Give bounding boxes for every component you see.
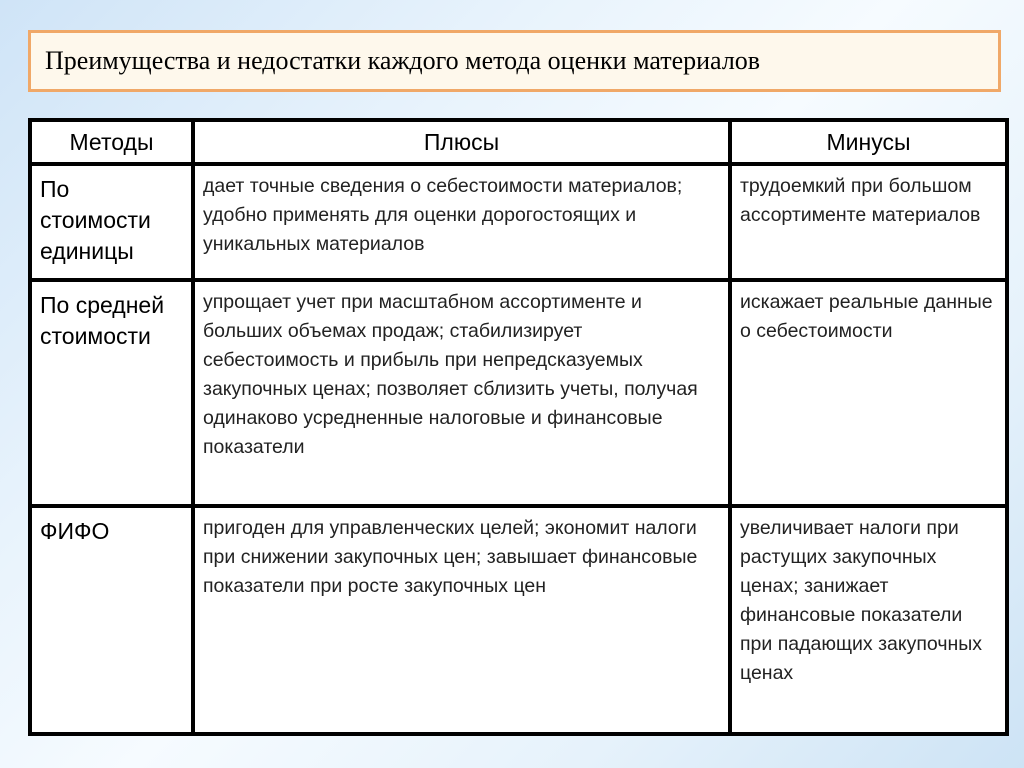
cons-cell: увеличивает налоги при растущих закупочных ценах; занижает финансовые показатели при падающих закупочных ценах bbox=[730, 506, 1007, 734]
table-row bbox=[30, 506, 1007, 734]
methods-table bbox=[28, 118, 1009, 736]
table-row bbox=[30, 280, 1007, 506]
method-cell: ФИФО bbox=[30, 506, 193, 734]
method-cell: По средней стоимости bbox=[30, 280, 193, 506]
cons-cell: трудоемкий при большом ассортименте материалов bbox=[730, 164, 1007, 280]
table-row bbox=[30, 164, 1007, 280]
cons-cell: искажает реальные данные о себестоимости bbox=[730, 280, 1007, 506]
slide-title-box bbox=[28, 30, 1001, 92]
pros-cell: пригоден для управленческих целей; экономит налоги при снижении закупочных цен; завышает финансовые показатели при росте закупочных цен bbox=[193, 506, 730, 734]
pros-cell: упрощает учет при масштабном ассортименте и больших объемах продаж; стабилизирует себестоимость и прибыль при непредсказуемых закупочных ценах; позволяет сблизить учеты, получая одинаково усредненные налоговые и финансовые показатели bbox=[193, 280, 730, 506]
table-header-row bbox=[30, 120, 1007, 164]
header-pros: Плюсы bbox=[193, 120, 730, 164]
header-methods: Методы bbox=[30, 120, 193, 164]
slide-title: Преимущества и недостатки каждого метода оценки материалов bbox=[45, 46, 761, 75]
pros-cell: дает точные сведения о себестоимости материалов; удобно применять для оценки дорогостоящих и уникальных материалов bbox=[193, 164, 730, 280]
header-cons: Минусы bbox=[730, 120, 1007, 164]
method-cell: По стоимости единицы bbox=[30, 164, 193, 280]
